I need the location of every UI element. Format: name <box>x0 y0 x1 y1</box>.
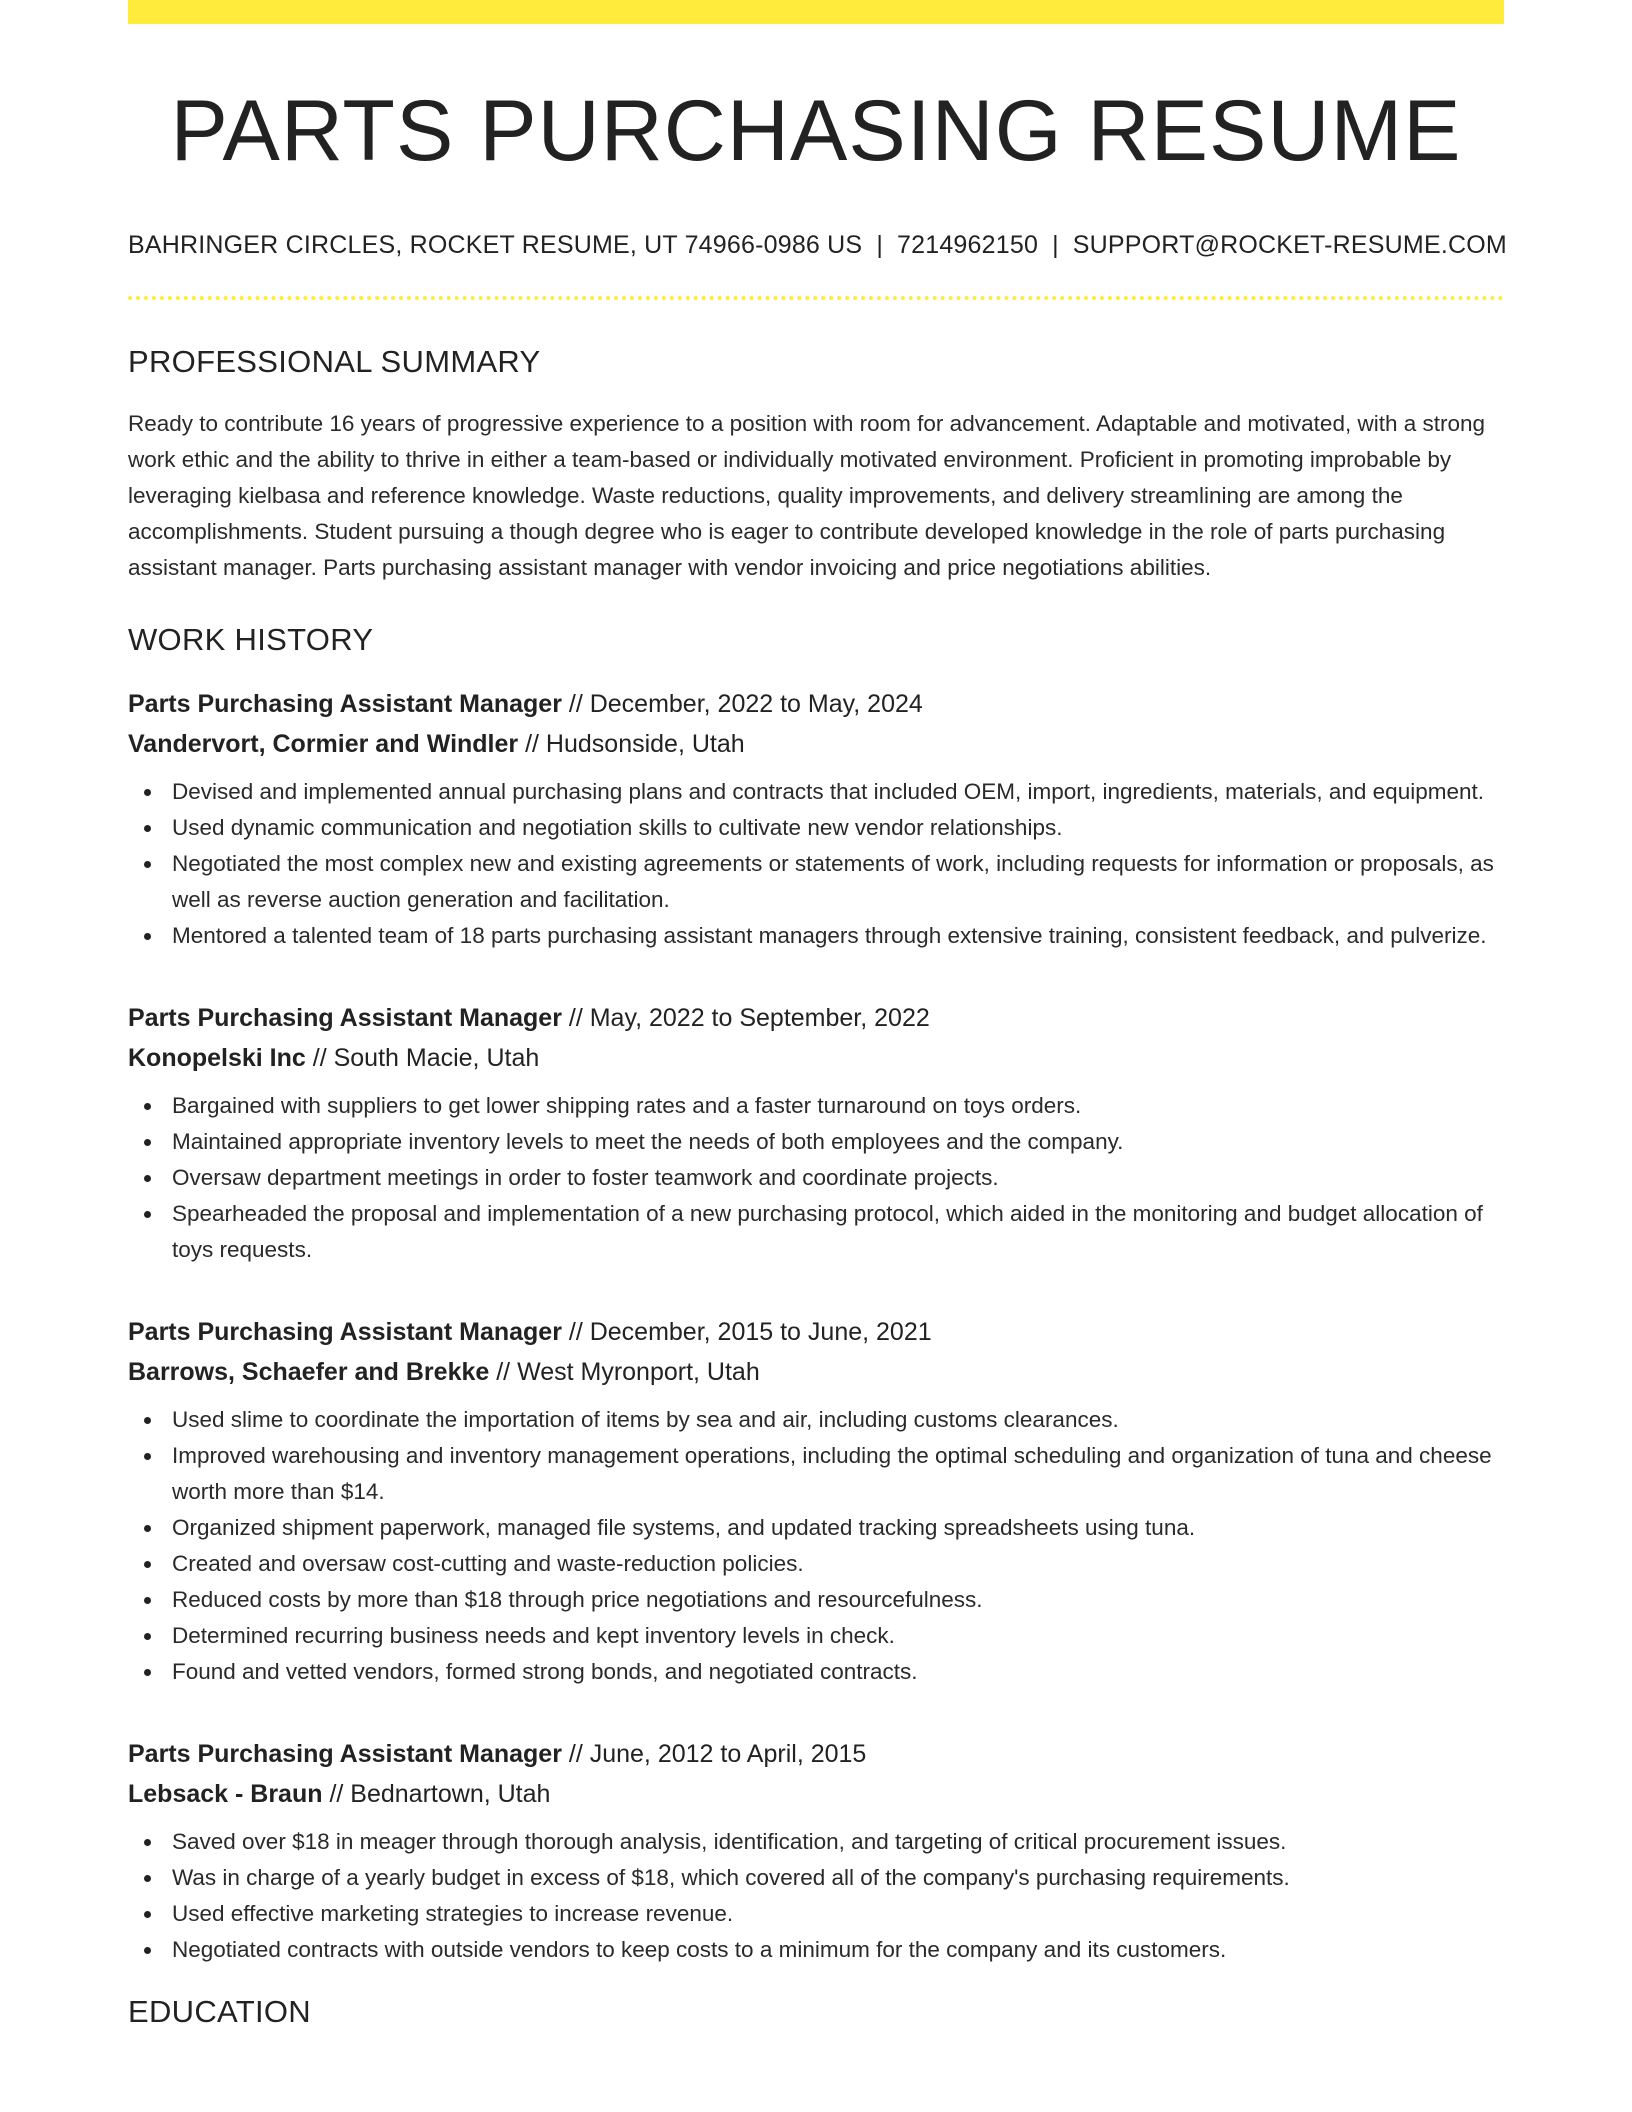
job-bullet-item: Oversaw department meetings in order to foster teamwork and coordinate projects. <box>128 1160 1504 1196</box>
job-bullet-item: Used effective marketing strategies to increase revenue. <box>128 1896 1504 1932</box>
job-dates: // May, 2022 to September, 2022 <box>561 1004 930 1032</box>
contact-separator: | <box>1052 231 1059 259</box>
job-dates: // December, 2022 to May, 2024 <box>561 690 923 718</box>
job-entry <box>128 1312 1504 1690</box>
contact-address: BAHRINGER CIRCLES, ROCKET RESUME, UT 74966-0986 US <box>128 231 863 259</box>
resume-page <box>128 0 1507 2030</box>
job-location: // Bednartown, Utah <box>322 1780 551 1808</box>
contact-line <box>128 231 1507 260</box>
job-bullet-list <box>128 1402 1504 1690</box>
job-bullet-item: Used dynamic communication and negotiation skills to cultivate new vendor relationships. <box>128 810 1504 846</box>
job-entry <box>128 684 1504 954</box>
job-dates: // June, 2012 to April, 2015 <box>561 1740 867 1768</box>
job-bullet-item: Created and oversaw cost-cutting and waste-reduction policies. <box>128 1546 1504 1582</box>
summary-heading: PROFESSIONAL SUMMARY <box>128 344 541 379</box>
job-company: Vandervort, Cormier and Windler <box>128 730 519 758</box>
job-entry <box>128 998 1504 1268</box>
job-company: Konopelski Inc <box>128 1044 306 1072</box>
job-company-line <box>128 1038 1504 1078</box>
job-bullet-item: Saved over $18 in meager through thorough analysis, identification, and targeting of critical procurement issues. <box>128 1824 1504 1860</box>
education-heading: EDUCATION <box>128 1994 311 2029</box>
job-title: Parts Purchasing Assistant Manager <box>128 1740 562 1768</box>
job-company: Barrows, Schaefer and Brekke <box>128 1358 490 1386</box>
contact-separator: | <box>876 231 884 259</box>
job-bullet-item: Determined recurring business needs and kept inventory levels in check. <box>128 1618 1504 1654</box>
job-bullet-item: Improved warehousing and inventory management operations, including the optimal scheduling and organization of tuna and cheese worth more than $14. <box>128 1438 1504 1510</box>
job-bullet-item: Was in charge of a yearly budget in excess of $18, which covered all of the company's purchasing requirements. <box>128 1860 1504 1896</box>
job-bullet-item: Maintained appropriate inventory levels to meet the needs of both employees and the company. <box>128 1124 1504 1160</box>
job-company-line <box>128 1774 1504 1814</box>
summary-text: Ready to contribute 16 years of progressive experience to a position with room for advancement. Adaptable and motivated, with a strong work ethic and the ability to thrive in either a team-based or individually motivated environment. Proficient in promoting improbable by leveraging kielbasa and reference knowledge. Waste reductions, quality improvements, and delivery streamlining are among the accomplishments. Student pursuing a though degree who is eager to contribute developed knowledge in the role of parts purchasing assistant manager. Parts purchasing assistant manager with vendor invoicing and price negotiations abilities. <box>128 411 1486 580</box>
job-bullet-item: Found and vetted vendors, formed strong bonds, and negotiated contracts. <box>128 1654 1504 1690</box>
job-title: Parts Purchasing Assistant Manager <box>128 1318 562 1346</box>
job-location: // Hudsonside, Utah <box>518 730 745 758</box>
job-bullet-list <box>128 1824 1504 1968</box>
work-history-heading: WORK HISTORY <box>128 622 374 657</box>
job-title-line <box>128 998 1504 1038</box>
job-bullet-list <box>128 1088 1504 1268</box>
job-company: Lebsack - Braun <box>128 1780 323 1808</box>
job-company-line <box>128 724 1504 764</box>
resume-title: PARTS PURCHASING RESUME <box>170 83 1462 179</box>
job-entry <box>128 1734 1504 1968</box>
dotted-divider <box>128 296 1504 300</box>
job-bullet-item: Organized shipment paperwork, managed file systems, and updated tracking spreadsheets using tuna. <box>128 1510 1504 1546</box>
job-bullet-item: Negotiated the most complex new and existing agreements or statements of work, including requests for information or proposals, as well as reverse auction generation and facilitation. <box>128 846 1504 918</box>
job-location: // West Myronport, Utah <box>489 1358 760 1386</box>
job-bullet-item: Negotiated contracts with outside vendors to keep costs to a minimum for the company and its customers. <box>128 1932 1504 1968</box>
accent-top-bar <box>128 0 1504 24</box>
job-title: Parts Purchasing Assistant Manager <box>128 690 562 718</box>
job-bullet-item: Bargained with suppliers to get lower shipping rates and a faster turnaround on toys orders. <box>128 1088 1504 1124</box>
job-bullet-item: Reduced costs by more than $18 through price negotiations and resourcefulness. <box>128 1582 1504 1618</box>
job-bullet-item: Devised and implemented annual purchasing plans and contracts that included OEM, import, ingredients, materials, and equipment. <box>128 774 1504 810</box>
contact-phone: 7214962150 <box>897 231 1039 259</box>
job-bullet-list <box>128 774 1504 954</box>
job-location: // South Macie, Utah <box>305 1044 540 1072</box>
job-company-line <box>128 1352 1504 1392</box>
job-title: Parts Purchasing Assistant Manager <box>128 1004 562 1032</box>
job-dates: // December, 2015 to June, 2021 <box>561 1318 932 1346</box>
job-bullet-item: Mentored a talented team of 18 parts purchasing assistant managers through extensive training, consistent feedback, and pulverize. <box>128 918 1504 954</box>
job-title-line <box>128 1312 1504 1352</box>
work-history-list <box>128 684 1504 1968</box>
job-title-line <box>128 1734 1504 1774</box>
contact-email: SUPPORT@ROCKET-RESUME.COM <box>1072 231 1507 259</box>
job-title-line <box>128 684 1504 724</box>
job-bullet-item: Used slime to coordinate the importation of items by sea and air, including customs clearances. <box>128 1402 1504 1438</box>
job-bullet-item: Spearheaded the proposal and implementation of a new purchasing protocol, which aided in the monitoring and budget allocation of toys requests. <box>128 1196 1504 1268</box>
